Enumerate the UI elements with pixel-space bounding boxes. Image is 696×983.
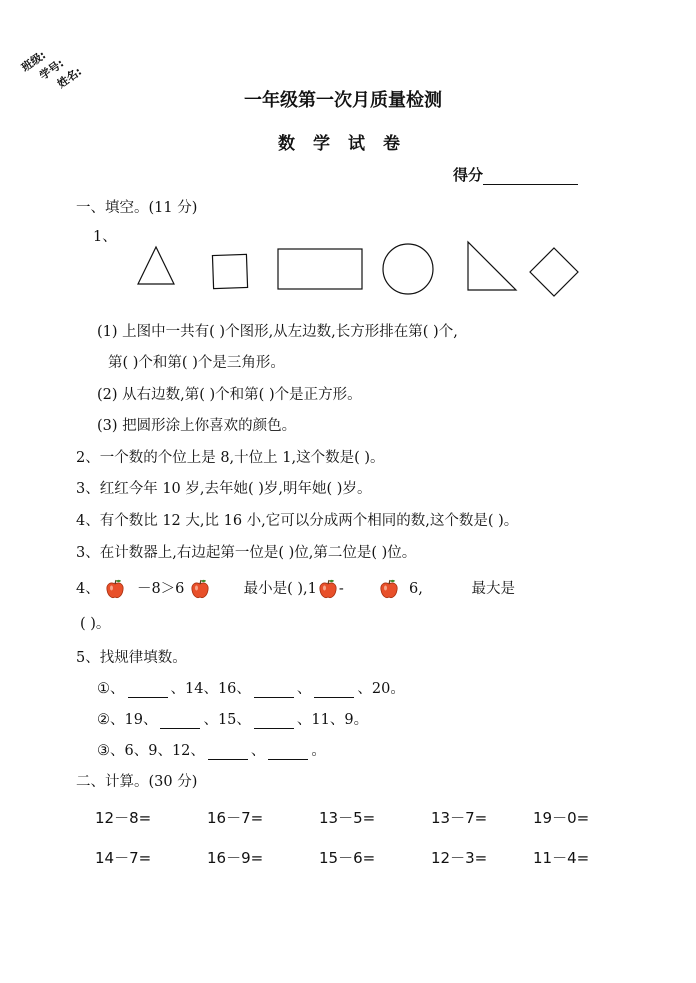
question-5: 5、找规律填数。: [76, 650, 187, 666]
score-label: 得分: [453, 166, 484, 184]
pattern-3-text: 。: [311, 743, 326, 759]
question-counter: 3、在计数器上,右边起第一位是( )位,第二位是( )位。: [76, 545, 417, 561]
pattern-2-text: 、11、9。: [296, 712, 369, 728]
apple-question: [76, 577, 515, 600]
answer-blank[interactable]: [314, 683, 354, 698]
triangle-shape-1: [138, 247, 174, 284]
answer-blank[interactable]: [254, 683, 294, 698]
name-label: 姓名:: [55, 64, 85, 91]
section1-heading: 一、填空。(11 分): [76, 200, 198, 216]
pattern-3-text: 、: [250, 743, 266, 759]
pattern-1-text: 、: [296, 681, 312, 697]
answer-blank[interactable]: [128, 683, 168, 698]
pattern-1: [97, 677, 405, 698]
question-2: 2、一个数的个位上是 8,十位上 1,这个数是( )。: [76, 450, 385, 466]
q1-part1-line2: 第( )个和第( )个是三角形。: [108, 355, 285, 371]
answer-blank[interactable]: [160, 714, 200, 729]
square-shape-1: [212, 254, 247, 288]
apple-minus: -: [338, 581, 344, 597]
section2-heading: 二、计算。(30 分): [76, 774, 198, 790]
apple-question-number: 4、: [76, 581, 100, 597]
question-3: 3、红红今年 10 岁,去年她( )岁,明年她( )岁。: [76, 481, 372, 497]
calc-1-1: 12－8=: [95, 809, 152, 827]
answer-blank[interactable]: [208, 745, 248, 760]
page-subtitle: 数学试卷: [278, 134, 418, 154]
pattern-1-text: 、20。: [357, 681, 405, 697]
class-label: 班级:: [19, 48, 49, 75]
calc-1-2: 16－7=: [207, 809, 264, 827]
q1-part2: (2) 从右边数,第( )个和第( )个是正方形。: [97, 387, 362, 403]
apple-minimum: 最小是( ),1: [243, 581, 317, 597]
calc-1-3: 13－5=: [319, 809, 376, 827]
calc-2-5: 11－4=: [533, 849, 590, 867]
score-field[interactable]: [453, 164, 578, 185]
calc-2-1: 14－7=: [95, 849, 152, 867]
pattern-2-text: 、15、: [203, 712, 251, 728]
apple-maximum: 最大是: [471, 581, 515, 597]
calc-1-4: 13－7=: [431, 809, 488, 827]
apple-icon: [317, 578, 339, 600]
score-blank[interactable]: [483, 168, 578, 185]
calc-2-4: 12－3=: [431, 849, 488, 867]
calc-2-2: 16－9=: [207, 849, 264, 867]
calc-1-5: 19－0=: [533, 809, 590, 827]
triangle-shape-2: [468, 242, 516, 290]
apple-icon: [378, 578, 400, 600]
square-shape-2: [530, 248, 578, 296]
answer-blank[interactable]: [254, 714, 294, 729]
pattern-2: [97, 708, 368, 729]
apple-six: 6,: [409, 581, 423, 597]
circle-shape: [383, 244, 433, 294]
calc-2-3: 15－6=: [319, 849, 376, 867]
pattern-3: [97, 739, 326, 760]
q1-part1-line1: (1) 上图中一共有( )个图形,从左边数,长方形排在第( )个,: [97, 324, 458, 340]
pattern-3-text: ③、6、9、12、: [97, 743, 205, 759]
pattern-2-text: ②、19、: [97, 712, 158, 728]
apple-icon: [104, 578, 126, 600]
question-4: 4、有个数比 12 大,比 16 小,它可以分成两个相同的数,这个数是( )。: [76, 513, 519, 529]
q1-label: 1、: [93, 229, 117, 245]
student-id-label: 学号:: [37, 56, 67, 83]
q1-part3: (3) 把圆形涂上你喜欢的颜色。: [97, 418, 297, 434]
answer-blank[interactable]: [268, 745, 308, 760]
apple-question-blank: ( )。: [80, 616, 111, 632]
pattern-1-text: ①、: [97, 681, 125, 697]
shapes-figure: [130, 238, 590, 300]
page-title: 一年级第一次月质量检测: [244, 90, 442, 111]
apple-inequality: －8＞6: [136, 581, 185, 597]
pattern-1-text: 、14、16、: [170, 681, 251, 697]
apple-icon: [189, 578, 211, 600]
rectangle-shape: [278, 249, 362, 289]
